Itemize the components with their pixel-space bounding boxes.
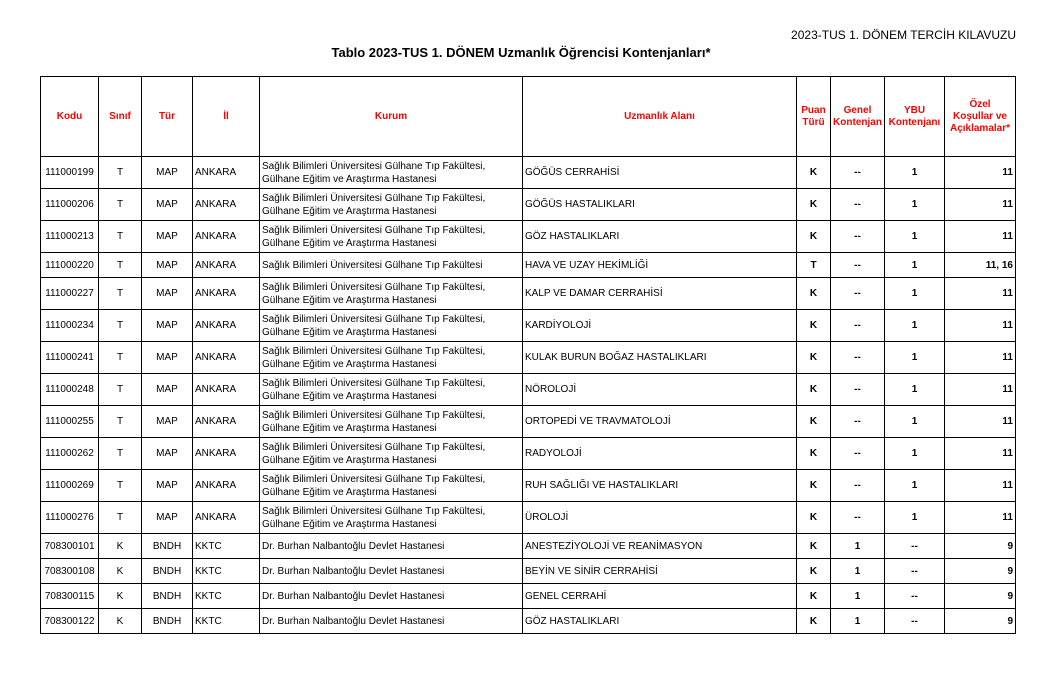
col-header-genel: Genel Kontenjan <box>831 77 885 157</box>
cell-il: ANKARA <box>193 221 260 253</box>
cell-sinif: T <box>99 406 142 438</box>
cell-uzmanlik: KULAK BURUN BOĞAZ HASTALIKLARI <box>523 342 797 374</box>
cell-il: KKTC <box>193 609 260 634</box>
kurum-line-1: Sağlık Bilimleri Üniversitesi Gülhane Tıp Fakültesi, <box>262 313 486 325</box>
cell-puan-turu: K <box>797 406 831 438</box>
cell-ozel-kosullar: 9 <box>945 534 1016 559</box>
table-row <box>41 278 1016 310</box>
cell-genel-kontenjan: -- <box>831 157 885 189</box>
kurum-line-1: Dr. Burhan Nalbantoğlu Devlet Hastanesi <box>262 590 445 602</box>
table-title: Tablo 2023-TUS 1. DÖNEM Uzmanlık Öğrencisi Kontenjanları* <box>331 45 711 60</box>
cell-tur: MAP <box>142 278 193 310</box>
cell-tur: MAP <box>142 406 193 438</box>
cell-ozel-kosullar: 11 <box>945 502 1016 534</box>
cell-genel-kontenjan: -- <box>831 253 885 278</box>
cell-il: KKTC <box>193 559 260 584</box>
col-header-ozel: Özel Koşullar ve Açıklamalar* <box>945 77 1016 157</box>
cell-puan-turu: K <box>797 470 831 502</box>
cell-kurum <box>260 189 523 221</box>
table-row <box>41 374 1016 406</box>
col-header-kodu: Kodu <box>41 77 99 157</box>
table-row <box>41 438 1016 470</box>
kurum-line-2: Gülhane Eğitim ve Araştırma Hastanesi <box>262 237 437 249</box>
table-row <box>41 559 1016 584</box>
col-header-tur: Tür <box>142 77 193 157</box>
cell-puan-turu: K <box>797 310 831 342</box>
cell-uzmanlik: KALP VE DAMAR CERRAHİSİ <box>523 278 797 310</box>
table-row <box>41 584 1016 609</box>
cell-kodu: 708300115 <box>41 584 99 609</box>
cell-ozel-kosullar: 11 <box>945 470 1016 502</box>
cell-sinif: T <box>99 374 142 406</box>
kurum-line-1: Sağlık Bilimleri Üniversitesi Gülhane Tıp Fakültesi, <box>262 224 486 236</box>
cell-ozel-kosullar: 11 <box>945 342 1016 374</box>
cell-ybu-kontenjani: 1 <box>885 253 945 278</box>
cell-tur: MAP <box>142 253 193 278</box>
header-row <box>41 77 1016 157</box>
cell-ozel-kosullar: 11, 16 <box>945 253 1016 278</box>
cell-tur: MAP <box>142 438 193 470</box>
kurum-line-2: Gülhane Eğitim ve Araştırma Hastanesi <box>262 486 437 498</box>
kurum-line-2: Gülhane Eğitim ve Araştırma Hastanesi <box>262 326 437 338</box>
cell-uzmanlik: ÜROLOJİ <box>523 502 797 534</box>
cell-ybu-kontenjani: -- <box>885 584 945 609</box>
cell-ybu-kontenjani: 1 <box>885 342 945 374</box>
cell-puan-turu: K <box>797 584 831 609</box>
cell-kodu: 111000255 <box>41 406 99 438</box>
cell-uzmanlik: KARDİYOLOJİ <box>523 310 797 342</box>
cell-tur: MAP <box>142 502 193 534</box>
table-row <box>41 189 1016 221</box>
cell-uzmanlik: GÖĞÜS CERRAHİSİ <box>523 157 797 189</box>
cell-ybu-kontenjani: -- <box>885 609 945 634</box>
cell-uzmanlik: RADYOLOJİ <box>523 438 797 470</box>
cell-sinif: T <box>99 253 142 278</box>
cell-puan-turu: K <box>797 221 831 253</box>
cell-ybu-kontenjani: 1 <box>885 189 945 221</box>
kurum-line-2: Gülhane Eğitim ve Araştırma Hastanesi <box>262 454 437 466</box>
cell-ozel-kosullar: 11 <box>945 406 1016 438</box>
cell-genel-kontenjan: -- <box>831 470 885 502</box>
cell-ybu-kontenjani: 1 <box>885 374 945 406</box>
cell-kodu: 111000213 <box>41 221 99 253</box>
cell-kurum <box>260 584 523 609</box>
kurum-line-1: Sağlık Bilimleri Üniversitesi Gülhane Tıp Fakültesi, <box>262 192 486 204</box>
cell-ybu-kontenjani: 1 <box>885 221 945 253</box>
col-header-sinif: Sınıf <box>99 77 142 157</box>
cell-tur: BNDH <box>142 609 193 634</box>
cell-ozel-kosullar: 11 <box>945 310 1016 342</box>
cell-kodu: 111000220 <box>41 253 99 278</box>
cell-ybu-kontenjani: 1 <box>885 278 945 310</box>
kurum-line-2: Gülhane Eğitim ve Araştırma Hastanesi <box>262 358 437 370</box>
kurum-line-1: Sağlık Bilimleri Üniversitesi Gülhane Tıp Fakültesi, <box>262 160 486 172</box>
cell-genel-kontenjan: -- <box>831 374 885 406</box>
cell-ybu-kontenjani: 1 <box>885 502 945 534</box>
cell-genel-kontenjan: -- <box>831 342 885 374</box>
cell-genel-kontenjan: -- <box>831 502 885 534</box>
cell-tur: MAP <box>142 310 193 342</box>
cell-kurum <box>260 559 523 584</box>
cell-kodu: 708300101 <box>41 534 99 559</box>
col-header-uzmanlik: Uzmanlık Alanı <box>523 77 797 157</box>
cell-sinif: K <box>99 584 142 609</box>
cell-puan-turu: K <box>797 374 831 406</box>
cell-ozel-kosullar: 11 <box>945 278 1016 310</box>
kurum-line-1: Sağlık Bilimleri Üniversitesi Gülhane Tıp Fakültesi, <box>262 473 486 485</box>
cell-ozel-kosullar: 9 <box>945 559 1016 584</box>
cell-ozel-kosullar: 11 <box>945 221 1016 253</box>
cell-tur: BNDH <box>142 534 193 559</box>
cell-kodu: 111000241 <box>41 342 99 374</box>
cell-genel-kontenjan: 1 <box>831 559 885 584</box>
cell-genel-kontenjan: -- <box>831 310 885 342</box>
cell-il: KKTC <box>193 584 260 609</box>
table-row <box>41 157 1016 189</box>
cell-kodu: 111000199 <box>41 157 99 189</box>
cell-il: ANKARA <box>193 374 260 406</box>
kurum-line-1: Sağlık Bilimleri Üniversitesi Gülhane Tıp Fakültesi, <box>262 377 486 389</box>
cell-kurum <box>260 310 523 342</box>
cell-kurum <box>260 609 523 634</box>
cell-tur: MAP <box>142 470 193 502</box>
cell-puan-turu: K <box>797 278 831 310</box>
kurum-line-1: Sağlık Bilimleri Üniversitesi Gülhane Tıp Fakültesi, <box>262 409 486 421</box>
table-row <box>41 470 1016 502</box>
cell-il: ANKARA <box>193 310 260 342</box>
cell-uzmanlik: NÖROLOJİ <box>523 374 797 406</box>
cell-genel-kontenjan: 1 <box>831 584 885 609</box>
cell-sinif: T <box>99 157 142 189</box>
cell-sinif: T <box>99 438 142 470</box>
cell-ozel-kosullar: 11 <box>945 374 1016 406</box>
kurum-line-1: Dr. Burhan Nalbantoğlu Devlet Hastanesi <box>262 540 445 552</box>
cell-sinif: T <box>99 502 142 534</box>
cell-ozel-kosullar: 11 <box>945 189 1016 221</box>
kurum-line-2: Gülhane Eğitim ve Araştırma Hastanesi <box>262 518 437 530</box>
cell-kurum <box>260 221 523 253</box>
quota-table <box>40 76 1016 634</box>
cell-uzmanlik: GENEL CERRAHİ <box>523 584 797 609</box>
col-header-puan: Puan Türü <box>797 77 831 157</box>
cell-genel-kontenjan: 1 <box>831 534 885 559</box>
cell-tur: MAP <box>142 374 193 406</box>
kurum-line-1: Sağlık Bilimleri Üniversitesi Gülhane Tıp Fakültesi <box>262 259 483 271</box>
cell-genel-kontenjan: -- <box>831 189 885 221</box>
cell-kodu: 708300122 <box>41 609 99 634</box>
cell-kodu: 111000248 <box>41 374 99 406</box>
cell-puan-turu: K <box>797 502 831 534</box>
kurum-line-1: Sağlık Bilimleri Üniversitesi Gülhane Tıp Fakültesi, <box>262 281 486 293</box>
cell-genel-kontenjan: 1 <box>831 609 885 634</box>
col-header-kurum: Kurum <box>260 77 523 157</box>
cell-uzmanlik: ORTOPEDİ VE TRAVMATOLOJİ <box>523 406 797 438</box>
cell-puan-turu: K <box>797 157 831 189</box>
cell-kurum <box>260 342 523 374</box>
cell-sinif: T <box>99 278 142 310</box>
cell-ozel-kosullar: 9 <box>945 609 1016 634</box>
cell-puan-turu: K <box>797 609 831 634</box>
kurum-line-2: Gülhane Eğitim ve Araştırma Hastanesi <box>262 205 437 217</box>
cell-kurum <box>260 406 523 438</box>
cell-il: ANKARA <box>193 253 260 278</box>
table-row <box>41 221 1016 253</box>
cell-sinif: K <box>99 609 142 634</box>
cell-tur: BNDH <box>142 584 193 609</box>
cell-ybu-kontenjani: 1 <box>885 470 945 502</box>
table-row <box>41 310 1016 342</box>
cell-ozel-kosullar: 11 <box>945 438 1016 470</box>
cell-kurum <box>260 502 523 534</box>
cell-kurum <box>260 374 523 406</box>
kurum-line-1: Sağlık Bilimleri Üniversitesi Gülhane Tıp Fakültesi, <box>262 345 486 357</box>
cell-genel-kontenjan: -- <box>831 438 885 470</box>
cell-kodu: 111000276 <box>41 502 99 534</box>
cell-kurum <box>260 470 523 502</box>
col-header-il: İl <box>193 77 260 157</box>
cell-il: ANKARA <box>193 278 260 310</box>
cell-kodu: 111000234 <box>41 310 99 342</box>
cell-sinif: K <box>99 559 142 584</box>
col-header-ybu: YBU Kontenjanı <box>885 77 945 157</box>
cell-uzmanlik: RUH SAĞLIĞI VE HASTALIKLARI <box>523 470 797 502</box>
cell-sinif: T <box>99 342 142 374</box>
table-row <box>41 253 1016 278</box>
cell-ybu-kontenjani: -- <box>885 534 945 559</box>
cell-kurum <box>260 253 523 278</box>
cell-ybu-kontenjani: -- <box>885 559 945 584</box>
cell-uzmanlik: GÖZ HASTALIKLARI <box>523 609 797 634</box>
kurum-line-2: Gülhane Eğitim ve Araştırma Hastanesi <box>262 294 437 306</box>
cell-il: ANKARA <box>193 157 260 189</box>
cell-tur: BNDH <box>142 559 193 584</box>
cell-il: ANKARA <box>193 189 260 221</box>
cell-ozel-kosullar: 11 <box>945 157 1016 189</box>
cell-tur: MAP <box>142 342 193 374</box>
cell-il: ANKARA <box>193 438 260 470</box>
cell-genel-kontenjan: -- <box>831 278 885 310</box>
cell-puan-turu: K <box>797 342 831 374</box>
table-row <box>41 534 1016 559</box>
cell-ybu-kontenjani: 1 <box>885 310 945 342</box>
cell-tur: MAP <box>142 157 193 189</box>
cell-kurum <box>260 534 523 559</box>
cell-kodu: 111000262 <box>41 438 99 470</box>
cell-il: ANKARA <box>193 470 260 502</box>
cell-uzmanlik: ANESTEZİYOLOJİ VE REANİMASYON <box>523 534 797 559</box>
cell-tur: MAP <box>142 189 193 221</box>
cell-uzmanlik: BEYİN VE SİNİR CERRAHİSİ <box>523 559 797 584</box>
cell-kodu: 111000269 <box>41 470 99 502</box>
table-row <box>41 342 1016 374</box>
cell-ybu-kontenjani: 1 <box>885 438 945 470</box>
cell-tur: MAP <box>142 221 193 253</box>
cell-genel-kontenjan: -- <box>831 406 885 438</box>
cell-puan-turu: T <box>797 253 831 278</box>
kurum-line-1: Sağlık Bilimleri Üniversitesi Gülhane Tıp Fakültesi, <box>262 441 486 453</box>
cell-sinif: T <box>99 221 142 253</box>
cell-uzmanlik: HAVA VE UZAY HEKİMLİĞİ <box>523 253 797 278</box>
kurum-line-1: Dr. Burhan Nalbantoğlu Devlet Hastanesi <box>262 615 445 627</box>
table-row <box>41 609 1016 634</box>
cell-uzmanlik: GÖĞÜS HASTALIKLARI <box>523 189 797 221</box>
cell-puan-turu: K <box>797 559 831 584</box>
cell-sinif: T <box>99 310 142 342</box>
cell-uzmanlik: GÖZ HASTALIKLARI <box>523 221 797 253</box>
cell-puan-turu: K <box>797 189 831 221</box>
cell-kurum <box>260 278 523 310</box>
cell-genel-kontenjan: -- <box>831 221 885 253</box>
cell-il: ANKARA <box>193 406 260 438</box>
document-header: 2023-TUS 1. DÖNEM TERCİH KILAVUZU <box>791 28 1016 42</box>
cell-sinif: T <box>99 470 142 502</box>
cell-puan-turu: K <box>797 534 831 559</box>
cell-il: ANKARA <box>193 502 260 534</box>
kurum-line-2: Gülhane Eğitim ve Araştırma Hastanesi <box>262 390 437 402</box>
cell-il: ANKARA <box>193 342 260 374</box>
cell-sinif: K <box>99 534 142 559</box>
cell-kodu: 111000227 <box>41 278 99 310</box>
cell-kurum <box>260 438 523 470</box>
cell-kodu: 708300108 <box>41 559 99 584</box>
cell-ybu-kontenjani: 1 <box>885 157 945 189</box>
cell-kurum <box>260 157 523 189</box>
kurum-line-2: Gülhane Eğitim ve Araştırma Hastanesi <box>262 173 437 185</box>
cell-sinif: T <box>99 189 142 221</box>
cell-kodu: 111000206 <box>41 189 99 221</box>
table-row <box>41 502 1016 534</box>
kurum-line-1: Sağlık Bilimleri Üniversitesi Gülhane Tıp Fakültesi, <box>262 505 486 517</box>
kurum-line-1: Dr. Burhan Nalbantoğlu Devlet Hastanesi <box>262 565 445 577</box>
cell-puan-turu: K <box>797 438 831 470</box>
cell-ozel-kosullar: 9 <box>945 584 1016 609</box>
kurum-line-2: Gülhane Eğitim ve Araştırma Hastanesi <box>262 422 437 434</box>
table-row <box>41 406 1016 438</box>
cell-ybu-kontenjani: 1 <box>885 406 945 438</box>
cell-il: KKTC <box>193 534 260 559</box>
